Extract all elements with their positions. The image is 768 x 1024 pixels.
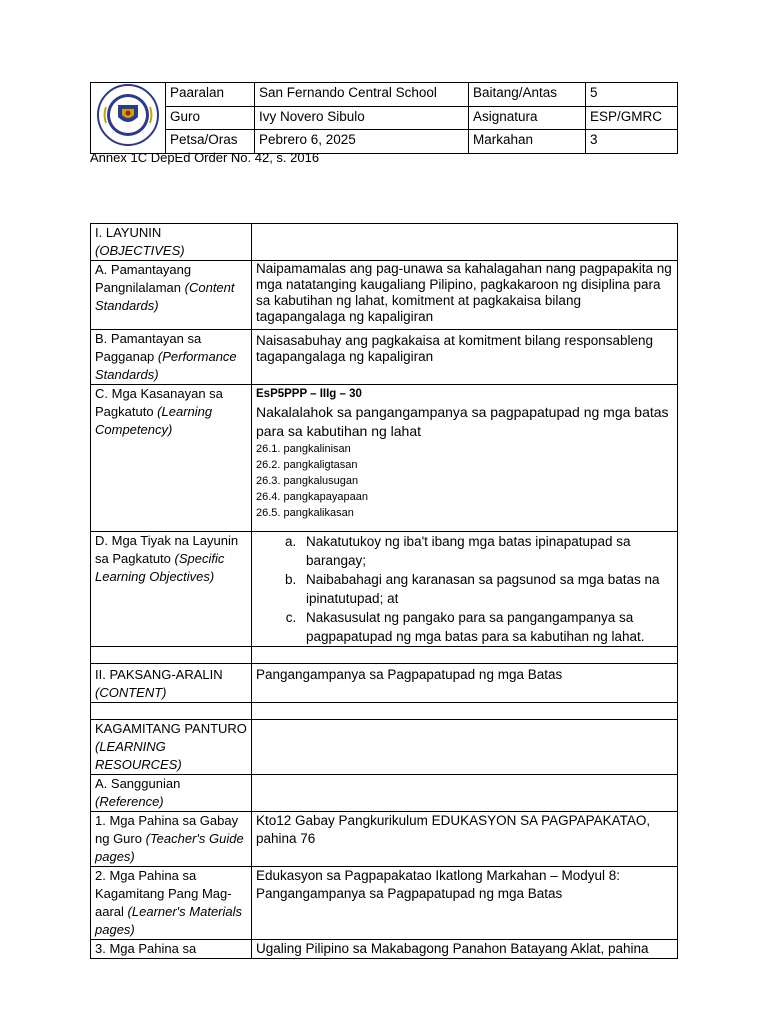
header-table <box>90 82 678 154</box>
deped-seal-icon <box>96 83 160 147</box>
competency-title: Nakalalahok sa pangangampanya sa pagpapatupad ng mga batas para sa kabutihan ng lahat <box>256 404 669 439</box>
table-row <box>91 647 678 664</box>
competency-item: 26.3. pangkalusugan <box>256 475 359 487</box>
objectives-heading: I. LAYUNIN (OBJECTIVES) <box>91 224 252 261</box>
deped-seal-cell <box>91 83 166 154</box>
list-item: a. Nakatutukoy ng iba't ibang mga batas ipinapatupad sa barangay; <box>300 532 673 570</box>
specific-objectives-cell <box>252 532 678 647</box>
table-row <box>91 664 678 703</box>
teacher-value: Ivy Novero Sibulo <box>255 106 469 130</box>
school-label: Paaralan <box>166 83 255 107</box>
content-standards-label: A. Pamantayang Pangnilalaman (Content Standards) <box>91 261 252 330</box>
list-item: c. Nakasusulat ng pangako para sa pangangampanya sa pagpapatupad ng mga batas para sa kabutihan ng lahat. <box>300 608 673 646</box>
grade-label: Baitang/Antas <box>469 83 586 107</box>
school-value: San Fernando Central School <box>255 83 469 107</box>
table-row <box>91 385 678 532</box>
resources-label: KAGAMITANG PANTURO (LEARNING RESOURCES) <box>91 720 252 775</box>
table-row <box>91 703 678 720</box>
textbook-pages-label: 3. Mga Pahina sa <box>91 940 252 959</box>
table-row <box>91 330 678 385</box>
lm-pages-text: Edukasyon sa Pagpapakatao Ikatlong Markahan – Modyul 8: Pangangampanya sa Pagpapatupad ng mga Batas <box>252 867 678 940</box>
competency-item: 26.1. pangkalinisan <box>256 443 351 455</box>
lesson-table <box>90 223 678 959</box>
competency-item: 26.2. pangkaligtasan <box>256 459 358 471</box>
table-row <box>91 720 678 775</box>
annex-note: Annex 1C DepEd Order No. 42, s. 2016 <box>90 150 320 165</box>
performance-standards-text: Naisasabuhay ang pagkakaisa at komitment bilang responsableng tagapangalaga ng kapaligiran <box>252 330 678 385</box>
teacher-label: Guro <box>166 106 255 130</box>
competency-item: 26.4. pangkapayapaan <box>256 491 368 503</box>
specific-objectives-label: D. Mga Tiyak na Layunin sa Pagkatuto (Specific Learning Objectives) <box>91 532 252 647</box>
date-value: Pebrero 6, 2025 <box>255 130 469 154</box>
reference-label: A. Sanggunian (Reference) <box>91 775 252 812</box>
table-row <box>91 261 678 330</box>
content-standards-text: Naipamamalas ang pag-unawa sa kahalagahan nang pagpapakita ng mga natatanging kaugaliang Pilipino, pagkakaroon ng disiplina para sa kabutihan ng lahat, komitment at pagkakaisa bilang tagapangalaga ng kapaligiran <box>252 261 678 330</box>
lm-pages-label: 2. Mga Pahina sa Kagamitang Pang Mag-aaral (Learner's Materials pages) <box>91 867 252 940</box>
table-row <box>91 224 678 261</box>
competency-code: EsP5PPP – IIIg – 30 <box>256 388 362 400</box>
table-row <box>91 775 678 812</box>
specific-objectives-list <box>256 532 673 646</box>
table-row <box>91 812 678 867</box>
table-row <box>91 532 678 647</box>
content-text: Pangangampanya sa Pagpapatupad ng mga Batas <box>252 664 678 703</box>
quarter-value: 3 <box>586 130 678 154</box>
tg-pages-text: Kto12 Gabay Pangkurikulum EDUKASYON SA PAGPAPAKATAO, pahina 76 <box>252 812 678 867</box>
competency-cell <box>252 385 678 532</box>
performance-standards-label: B. Pamantayan sa Pagganap (Performance Standards) <box>91 330 252 385</box>
list-item: b. Naibabahagi ang karanasan sa pagsunod sa mga batas na ipinatutupad; at <box>300 570 673 608</box>
textbook-pages-text: Ugaling Pilipino sa Makabagong Panahon Batayang Aklat, pahina <box>252 940 678 959</box>
competency-label: C. Mga Kasanayan sa Pagkatuto (Learning Competency) <box>91 385 252 532</box>
content-label: II. PAKSANG-ARALIN (CONTENT) <box>91 664 252 703</box>
quarter-label: Markahan <box>469 130 586 154</box>
competency-item: 26.5. pangkalikasan <box>256 507 354 519</box>
grade-value: 5 <box>586 83 678 107</box>
subject-label: Asignatura <box>469 106 586 130</box>
subject-value: ESP/GMRC <box>586 106 678 130</box>
date-label: Petsa/Oras <box>166 130 255 154</box>
table-row <box>91 940 678 959</box>
table-row <box>91 867 678 940</box>
tg-pages-label: 1. Mga Pahina sa Gabay ng Guro (Teacher's Guide pages) <box>91 812 252 867</box>
